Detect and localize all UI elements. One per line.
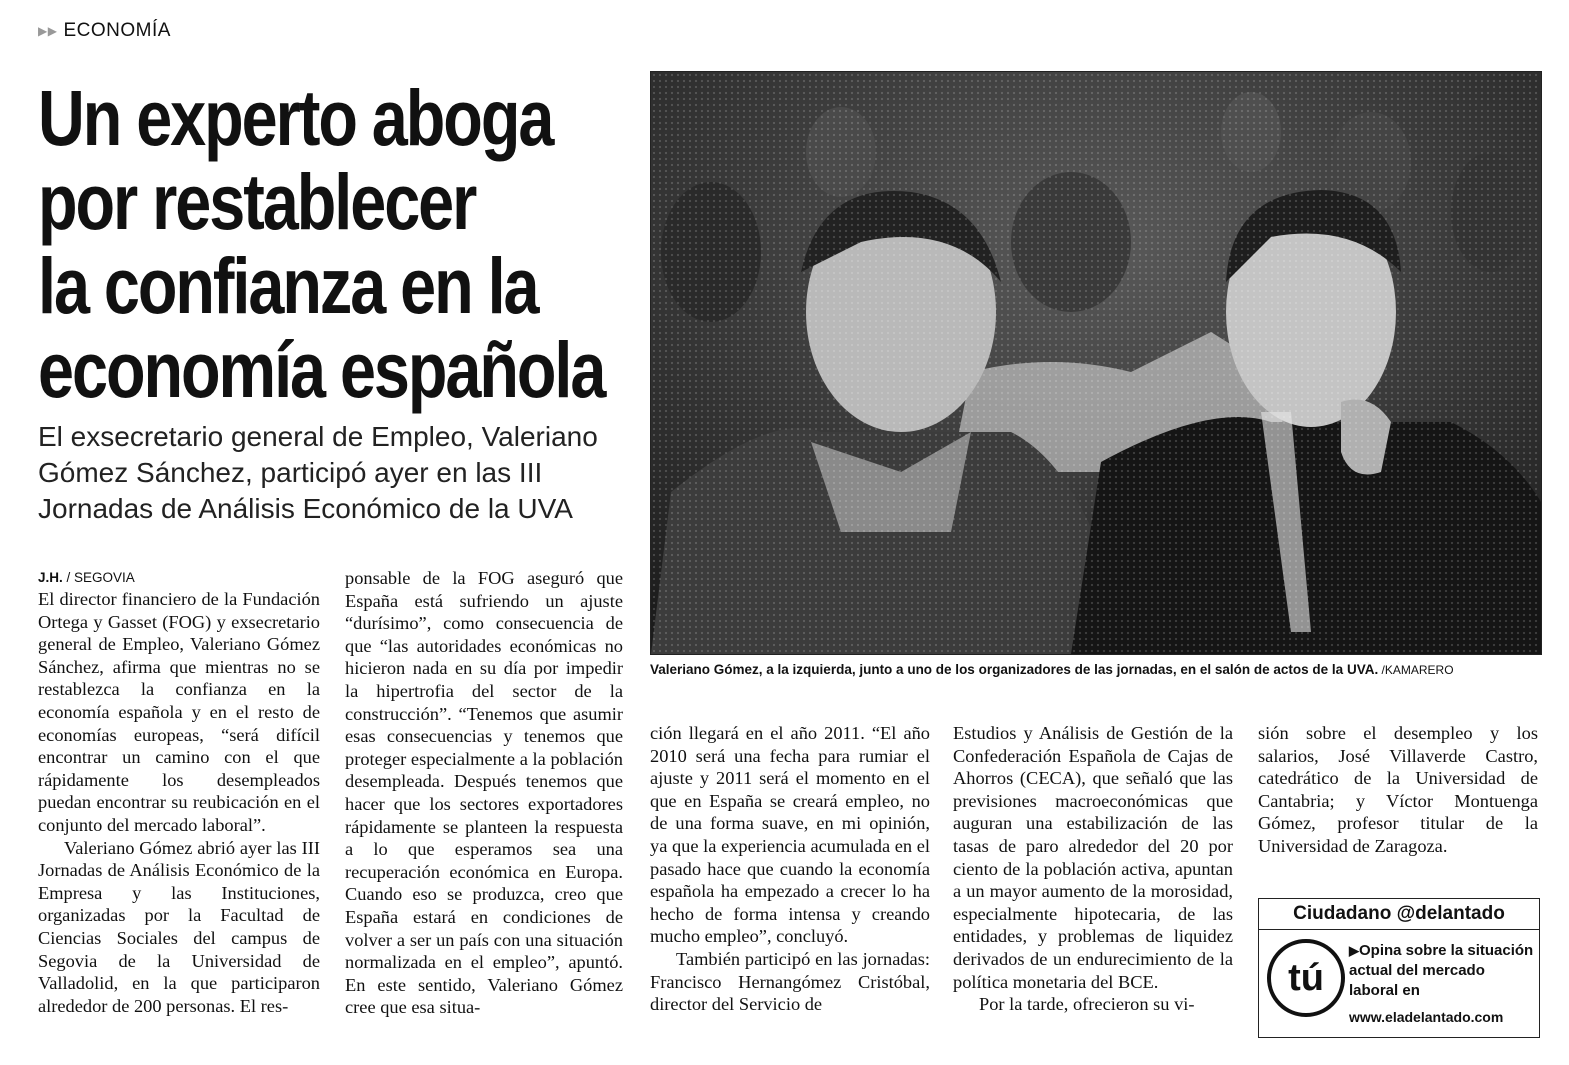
promo-arrow-icon: ▶ — [1349, 943, 1359, 958]
headline-line-1: Un experto aboga — [38, 73, 553, 162]
article-column-5 — [1258, 722, 1538, 858]
article-paragraph: ponsable de la FOG aseguró que España está sufriendo un ajuste “durísimo”, como consecuencia de que “las autoridades económicas no hicieron nada en su día por impedir la hipertrofia del sector de la construcción”. “Tenemos que asumir esas consecuencias y tenemos que proteger especialmente a la población desempleada. Después tenemos que hacer que los sectores exportadores rápidamente se planteen la respuesta a lo que esperamos sea una recuperación económica en Europa. Cuando eso se produzca, creo que España estará en condiciones de volver a ser un país con una situación normalizada en el empleo”, apuntó. En este sentido, Valeriano Gómez cree que esa situa- — [345, 568, 623, 1018]
photo-caption — [650, 662, 1540, 677]
byline-author: J.H. — [38, 570, 63, 585]
section-arrow-icon: ▶▶ — [38, 24, 58, 38]
byline-separator: / — [62, 570, 75, 585]
section-name: ECONOMÍA — [63, 20, 171, 41]
article-paragraph: ción llegará en el año 2011. “El año 2010 será una fecha para rumiar el ajuste y 2011 será el momento en el que en España se creará empleo, no de una forma suave, en mi opinión, ya que la experiencia acumulada en el pasado hace que cuando la economía española ha empezado a crecer lo ha hecho de forma intensa y creando mucho empleo”, concluyó. — [650, 723, 930, 947]
article-paragraph: Por la tarde, ofrecieron su vi- — [979, 994, 1195, 1015]
article-paragraph: Estudios y Análisis de Gestión de la Confederación Española de Cajas de Ahorros (CECA), que señaló que las previsiones macroeconómicas que auguran una estabilización de las tasas de paro alrededor del 20 por ciento de la población activa, apuntan a un mayor aumento de la morosidad, especialmente hipotecaria, de las entidades, y problemas de liquidez derivados de un endurecimiento de la política monetaria del BCE. — [953, 723, 1233, 992]
article-paragraph: Valeriano Gómez abrió ayer las III Jornadas de Análisis Económico de la Empresa y las Instituciones, organizadas por la Facultad de Ciencias Sociales del campus de Segovia de la Universidad de Valladolid, en la que participaron alrededor de 200 personas. El res- — [38, 837, 320, 1016]
byline-place: SEGOVIA — [74, 570, 135, 585]
headline-line-4: economía española — [38, 325, 605, 414]
article-column-3 — [650, 722, 930, 1016]
photo-image — [651, 72, 1541, 654]
reader-promo-box — [1258, 898, 1540, 1038]
headline-line-2: por restablecer — [38, 157, 476, 246]
article-paragraph: sión sobre el desempleo y los salarios, José Villaverde Castro, catedrático de la Universidad de Cantabria; y Víctor Montuenga Gómez, profesor titular de la Universidad de Zaragoza. — [1258, 723, 1538, 856]
caption-text: Valeriano Gómez, a la izquierda, junto a uno de los organizadores de las jornadas, en el salón de actos de la UVA. — [650, 662, 1379, 677]
headline — [38, 73, 605, 414]
article-column-4 — [953, 722, 1233, 1016]
news-photo — [650, 71, 1542, 655]
article-column-1 — [38, 588, 320, 1017]
promo-url-link[interactable]: www.eladelantado.com — [1349, 1009, 1504, 1025]
section-label — [38, 20, 171, 42]
headline-line-3: la confianza en la — [38, 241, 538, 330]
tu-logo-icon: tú — [1267, 939, 1345, 1017]
promo-title: Ciudadano @delantado — [1259, 899, 1539, 930]
promo-description: Opina sobre la situación actual del mercado laboral en — [1349, 942, 1534, 999]
photo-credit: /KAMARERO — [1378, 663, 1454, 677]
article-column-2 — [345, 567, 623, 1019]
article-paragraph: El director financiero de la Fundación Ortega y Gasset (FOG) y exsecretario general de Empleo, Valeriano Gómez Sánchez, afirma que mientras no se restablezca la confianza en la economía española y en el resto de economías europeas, “será difícil encontrar un camino con el que rápidamente los desempleados puedan encontrar su reubicación en el conjunto del mercado laboral”. — [38, 589, 320, 835]
article-paragraph: También participó en las jornadas: Francisco Hernangómez Cristóbal, director del Servicio de — [650, 948, 930, 1015]
byline — [38, 570, 135, 585]
subheadline: El exsecretario general de Empleo, Valeriano Gómez Sánchez, participó ayer en las III Jornadas de Análisis Económico de la UVA — [38, 421, 598, 524]
promo-text — [1349, 941, 1535, 1001]
